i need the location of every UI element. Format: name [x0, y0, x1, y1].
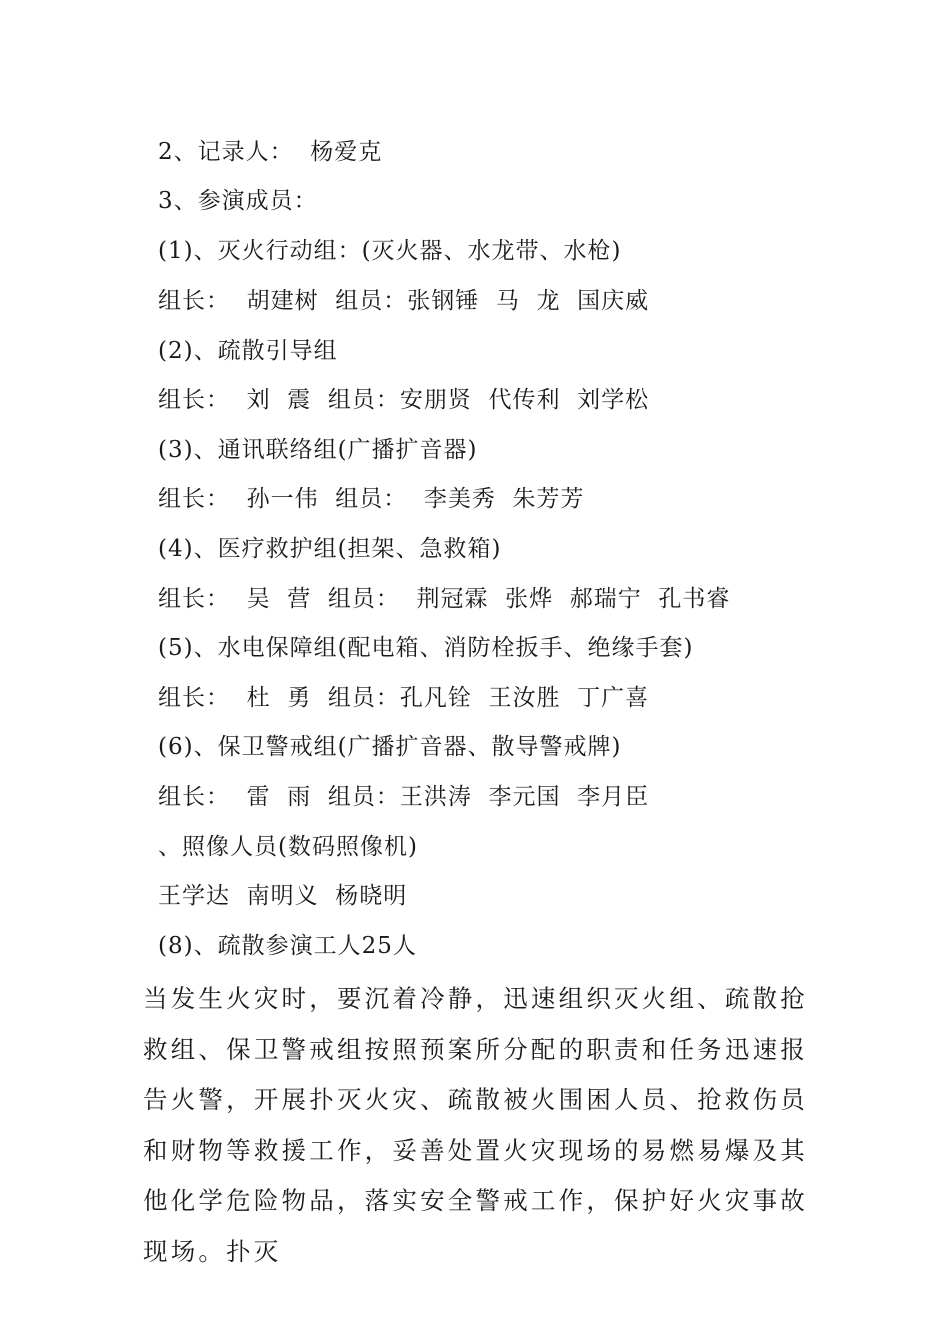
- group-8-title: (8)、疏散参演工人25人: [158, 933, 417, 959]
- photo-group-members: 王学达 南明义 杨晓明: [158, 883, 408, 909]
- photo-group-title: 、照像人员(数码照像机): [158, 834, 418, 860]
- recorder-line: 2、记录人： 杨爱克: [158, 139, 383, 165]
- group-5-title: (5)、水电保障组(配电箱、消防栓扳手、绝缘手套): [158, 635, 694, 661]
- group-3-members: 组长： 孙一伟 组员： 李美秀 朱芳芳: [158, 486, 585, 512]
- group-2-title: (2)、疏散引导组: [158, 338, 338, 364]
- participants-heading: 3、参演成员：: [158, 188, 318, 214]
- group-1-members: 组长： 胡建树 组员：张钢锤 马 龙 国庆威: [158, 288, 650, 314]
- group-6-title: (6)、保卫警戒组(广播扩音器、散导警戒牌): [158, 734, 622, 760]
- group-3-title: (3)、通讯联络组(广播扩音器): [158, 437, 478, 463]
- group-4-members: 组长： 吴 营 组员： 荆冠霖 张烨 郝瑞宁 孔书睿: [158, 586, 731, 612]
- group-6-members: 组长： 雷 雨 组员：王洪涛 李元国 李月臣: [158, 784, 650, 810]
- group-4-title: (4)、医疗救护组(担架、急救箱): [158, 536, 502, 562]
- group-1-title: (1)、灭火行动组：(灭火器、水龙带、水枪): [158, 238, 622, 264]
- group-5-members: 组长： 杜 勇 组员：孔凡铨 王汝胜 丁广喜: [158, 685, 650, 711]
- fire-response-paragraph: 当发生火灾时，要沉着冷静，迅速组织灭火组、疏散抢救组、保卫警戒组按照预案所分配的职责和任务迅速报告火警，开展扑灭火灾、疏散被火围困人员、抢救伤员和财物等救援工作，妥善处置火灾现场的易燃易爆及其他化学危险物品，落实安全警戒工作，保护好火灾事故现场。扑灭: [143, 984, 808, 1266]
- group-2-members: 组长： 刘 震 组员：安朋贤 代传利 刘学松: [158, 387, 650, 413]
